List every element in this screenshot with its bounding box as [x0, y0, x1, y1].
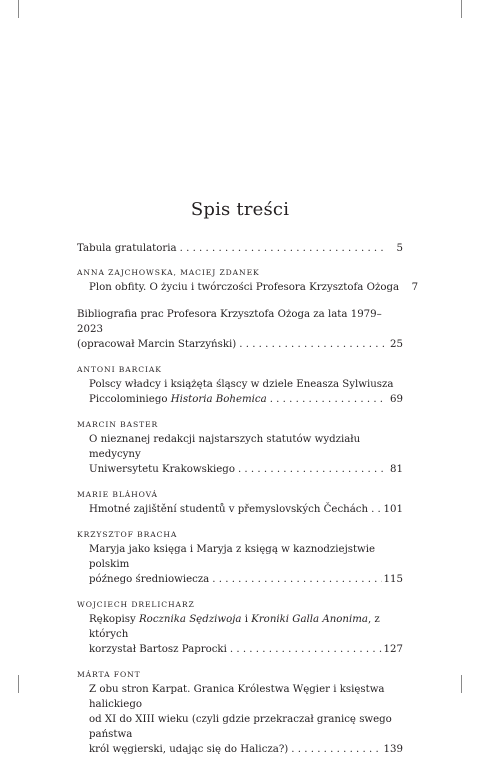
entry-title-cont: od XI do XIII wieku (czyli gdzie przekraczał granicę swego państwa	[89, 714, 392, 740]
page-number: 101	[383, 504, 403, 515]
page-number: 115	[383, 574, 403, 585]
leader-dots	[270, 392, 387, 407]
entry-title: Tabula gratulatoria	[77, 243, 177, 254]
entry-title-cont: (opracował Marcin Starzyński)	[77, 339, 237, 350]
toc-entry	[77, 669, 403, 757]
author-name: MÁRTA FONT	[77, 670, 141, 679]
leader-dots	[180, 241, 387, 256]
crop-mark-top-right	[461, 0, 462, 18]
crop-mark-bottom-left	[18, 675, 19, 693]
toc-entry	[77, 267, 419, 295]
leader-dots	[291, 742, 381, 757]
author-name: KRZYSZTOF BRACHA	[77, 530, 178, 539]
toc-entry	[77, 489, 403, 517]
author-name: ANTONI BARCIAK	[77, 365, 162, 374]
entry-title-cont: Piccolominiego	[89, 394, 168, 405]
table-of-contents	[77, 241, 419, 769]
entry-title-cont: późnego średniowiecza	[89, 574, 210, 585]
entry-title: Bibliografia prac Profesora Krzysztofa Ożoga za lata 1979–2023	[77, 309, 382, 335]
entry-title: Plon obfity. O życiu i twórczości Profesora Krzysztofa Ożoga	[89, 282, 400, 293]
leader-dots	[371, 502, 381, 517]
toc-entry	[77, 241, 403, 256]
entry-title-cont: Uniwersytetu Krakowskiego	[89, 464, 235, 475]
entry-title: O nieznanej redakcji najstarszych statutów wydziału medycyny	[89, 434, 361, 460]
crop-mark-bottom-right	[461, 675, 462, 693]
toc-entry	[77, 364, 403, 407]
entry-title: Maryja jako księga i Maryja z księgą w kaznodziejstwie polskim	[89, 544, 376, 570]
page-number: 127	[383, 644, 403, 655]
toc-entry	[77, 419, 403, 477]
leader-dots	[238, 462, 387, 477]
author-name: ANNA ZAJCHOWSKA, MACIEJ ZDANEK	[77, 268, 260, 277]
leader-dots	[230, 642, 382, 657]
page-number: 139	[383, 744, 403, 755]
leader-dots	[239, 337, 387, 352]
entry-title: Rękopisy Rocznika Sędziwoja i Kroniki Galla Anonima, z których	[89, 614, 380, 640]
crop-mark-top-left	[18, 0, 19, 18]
page-number: 7	[411, 282, 419, 293]
italic-title: Kroniki Galla Anonima	[251, 614, 368, 625]
page-title: Spis treści	[190, 199, 290, 220]
leader-dots	[212, 572, 381, 587]
author-name: MARCIN BASTER	[77, 420, 159, 429]
author-name: MARIE BLÁHOVÁ	[77, 490, 158, 499]
entry-title: Z obu stron Karpat. Granica Królestwa Węgier i księstwa halickiego	[89, 684, 385, 710]
toc-entry	[77, 307, 403, 352]
author-name: WOJCIECH DRELICHARZ	[77, 600, 195, 609]
entry-title-cont: korzystał Bartosz Paprocki	[89, 644, 227, 655]
page-number: 81	[390, 464, 403, 475]
entry-title-cont: król węgierski, udając się do Halicza?)	[89, 744, 289, 755]
italic-title: Rocznika Sędziwoja	[139, 614, 242, 625]
entry-title: Polscy władcy i książęta śląscy w dziele Eneasza Sylwiusza	[89, 379, 394, 390]
page-number: 69	[390, 394, 403, 405]
entry-title: Hmotné zajištění studentů v přemyslovských Čechách	[89, 504, 369, 515]
italic-title: Historia Bohemica	[170, 394, 267, 405]
page-number: 5	[396, 243, 403, 254]
page-number: 25	[390, 339, 403, 350]
toc-entry	[77, 529, 403, 587]
toc-entry	[77, 599, 403, 657]
